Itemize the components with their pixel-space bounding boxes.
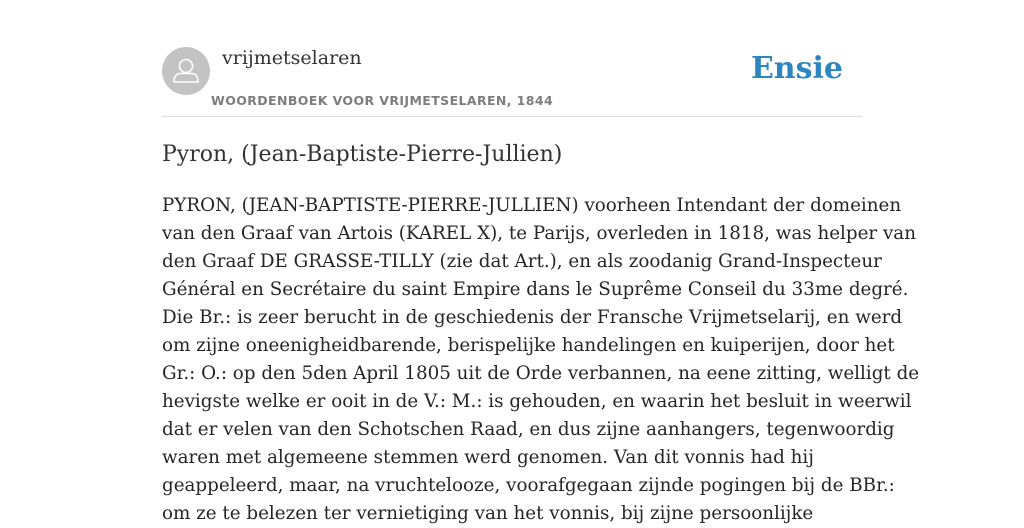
article-line: waren met algemeene stemmen werd genomen. Van dit vonnis had hij	[162, 447, 814, 468]
article-line: den Graaf DE GRASSE-TILLY (zie dat Art.), en als zoodanig Grand-Inspecteur	[162, 251, 882, 272]
user-icon	[162, 47, 210, 95]
article-line: dat er velen van den Schotschen Raad, en dus zijne aanhangers, tegenwoordig	[162, 419, 895, 440]
article-line: van den Graaf van Artois (KAREL X), te Parijs, overleden in 1818, was helper van	[162, 223, 916, 244]
article-line: PYRON, (JEAN-BAPTISTE-PIERRE-JULLIEN) voorheen Intendant der domeinen	[162, 195, 902, 216]
source-label[interactable]: WOORDENBOEK VOOR VRIJMETSELAREN, 1844	[211, 93, 554, 108]
article-title: Pyron, (Jean-Baptiste-Pierre-Jullien)	[162, 142, 563, 167]
article-line: geappeleerd, maar, na vruchtelooze, voorafgegaan zijnde pogingen bij de BBr.:	[162, 475, 895, 496]
brand-logo[interactable]: Ensie	[750, 51, 843, 86]
article-line: om ze te belezen ter vernietiging van het vonnis, bij zijne persoonlijke	[162, 503, 814, 524]
header	[162, 46, 862, 117]
article-line: Die Br.: is zeer berucht in de geschiedenis der Fransche Vrijmetselarij, en werd	[162, 307, 903, 328]
avatar[interactable]	[162, 47, 210, 95]
article-line: om zijne oneenigheidbarende, berispelijke handelingen en kuiperijen, door het	[162, 335, 895, 356]
article-line: Gr.: O.: op den 5den April 1805 uit de Orde verbannen, na eene zitting, welligt de	[162, 363, 920, 384]
username-link[interactable]: vrijmetselaren	[222, 47, 362, 69]
article-body	[162, 192, 920, 528]
article-line: hevigste welke er ooit in de V.: M.: is gehouden, en waarin het besluit in weerwil	[162, 391, 912, 412]
article-line: Général en Secrétaire du saint Empire dans le Suprême Conseil du 33me degré.	[162, 279, 909, 300]
